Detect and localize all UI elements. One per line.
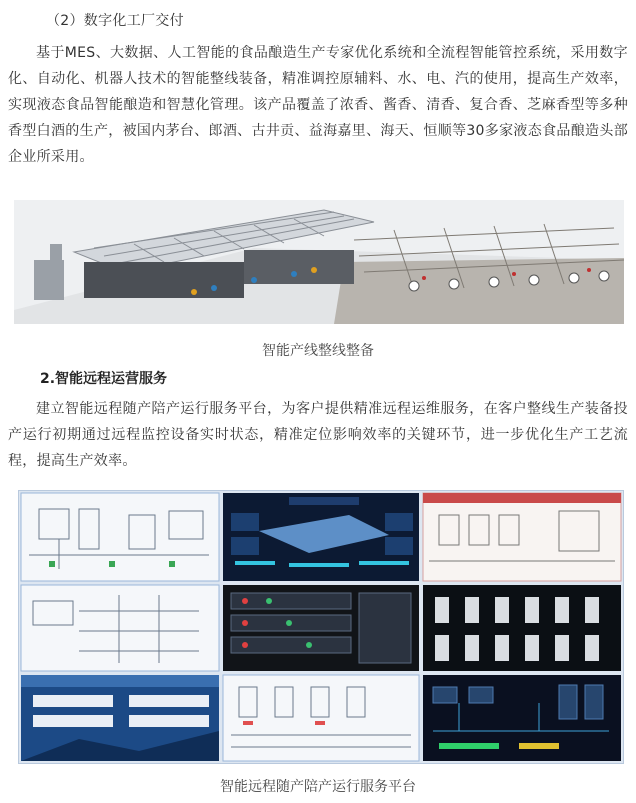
paragraph-1: 基于MES、大数据、人工智能的食品酿造生产专家优化系统和全流程智能管控系统，采用数字化、自动化、机器人技术的智能整线装备，精准调控原辅料、水、电、汽的使用，提高生产效率，实现液态食品智能酿造和智慧化管理。该产品覆盖了浓香、酱香、清香、复合香、芝麻香型等多种香型白酒的生产，被国内茅台、郎酒、古井贡、益海嘉里、海天、恒顺等30多家液态食品酿造头部企业所采用。 — [8, 45, 628, 165]
section-title: （2）数字化工厂交付 — [46, 13, 184, 29]
section-heading-2: 2.智能远程运营服务 — [40, 371, 168, 387]
dashboard-collage — [19, 491, 623, 763]
figure-2-caption: 智能远程随产陪产运行服务平台 — [220, 779, 416, 795]
production-line-figure — [14, 200, 624, 324]
figure-1-caption: 智能产线整线整备 — [262, 343, 374, 359]
paragraph-2: 建立智能远程随产陪产运行服务平台，为客户提供精准远程运维服务，在客户整线生产装备投产运行初期通过远程监控设备实时状态，精准定位影响效率的关键环节，进一步优化生产工艺流程，提高生产效率。 — [8, 401, 628, 469]
production-line-illustration — [14, 200, 624, 324]
remote-service-platform-figure — [18, 490, 624, 764]
